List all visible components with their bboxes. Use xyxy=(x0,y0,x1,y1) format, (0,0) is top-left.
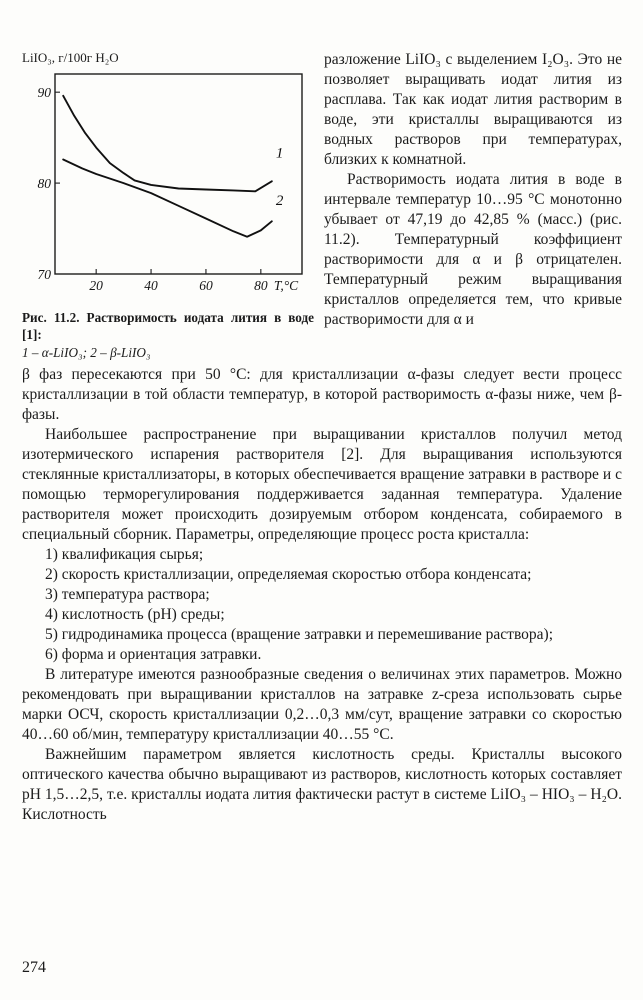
svg-text:40: 40 xyxy=(144,278,158,293)
main-text-block xyxy=(22,365,622,825)
list-item-1: 1) квалификация сырья; xyxy=(45,546,204,563)
svg-text:T,°C: T,°C xyxy=(273,278,299,293)
figure-caption xyxy=(22,309,314,361)
figure-caption-legend: 1 – α-LiIO₃; 2 – β-LiIO₃ xyxy=(22,345,151,360)
figure-11-2 xyxy=(22,50,314,361)
figure-caption-title: Рис. 11.2. Растворимость иодата лития в воде [1]: xyxy=(22,310,314,342)
right-text-column xyxy=(324,50,622,361)
svg-text:80: 80 xyxy=(254,278,268,293)
paragraph-literature: В литературе имеются разнообразные сведения о величинах этих параметров. Можно рекомендовать при выращивании кристаллов на затравке z-среза использовать сырье марки ОСЧ, скорость кристаллизации 0,2…0,3 мм/сут, вращение затравки со скоростью 40…60 об/мин, температуру кристаллизации 40…55 °С. xyxy=(22,666,622,743)
svg-text:80: 80 xyxy=(37,176,51,192)
svg-text:60: 60 xyxy=(199,278,213,293)
chart-y-axis-title: LiIO₃, г/100г H₂O xyxy=(22,50,119,65)
paragraph-beta-phase: β фаз пересекаются при 50 °С: для кристаллизации α-фазы следует вести процесс кристаллизации в той области температур, в которой растворимость α-фазы ниже, чем β-фазы. xyxy=(22,366,622,423)
svg-text:90: 90 xyxy=(37,85,51,101)
svg-text:2: 2 xyxy=(275,192,284,209)
paragraph-decomposition: разложение LiIO₃ с выделением I₂O₃. Это не позволяет выращивать иодат лития из расплава. Так как иодат лития растворим в воде, эти кристаллы выращиваются из водных растворов при температурах, близких к комнатной. xyxy=(324,51,622,168)
list-item-4: 4) кислотность (pH) среды; xyxy=(45,606,225,623)
list-item-3: 3) температура раствора; xyxy=(45,586,210,603)
solubility-line-chart xyxy=(22,68,312,300)
list-item-2: 2) скорость кристаллизации, определяемая скоростью отбора конденсата; xyxy=(45,566,532,583)
paragraph-solubility: Растворимость иодата лития в воде в интервале температур 10…95 °С монотонно убывает от 47,19 до 42,85 % (масс.) (рис. 11.2). Температурный коэффициент растворимости для α и β отрицателен. Температурный режим выращивания кристаллов определяется тем, что кривые растворимости для α и xyxy=(324,171,622,328)
paragraph-acidity: Важнейшим параметром является кислотность среды. Кристаллы высокого оптического качества обычно выращивают из растворов, кислотность которых составляет pH 1,5…2,5, т.е. кристаллы иодата лития фактически растут в системе LiIO₃ – HIO₃ – H₂O. Кислотность xyxy=(22,746,622,823)
page-number: 274 xyxy=(22,959,46,976)
paragraph-method: Наибольшее распространение при выращивании кристаллов получил метод изотермического испарения растворителя [2]. Для выращивания используются стеклянные кристаллизаторы, в которых обеспечивается вращение затравки в растворе и с помощью терморегулирования поддерживается заданная температура. Удаление растворителя может происходить дозируемым отбором конденсата, собираемого в специальный сборник. Параметры, определяющие процесс роста кристалла: xyxy=(22,426,622,543)
list-item-6: 6) форма и ориентация затравки. xyxy=(45,646,262,663)
list-item-5: 5) гидродинамика процесса (вращение затравки и перемешивание раствора); xyxy=(45,626,554,643)
svg-text:1: 1 xyxy=(275,145,284,162)
figure-and-text-row xyxy=(22,50,622,361)
svg-text:70: 70 xyxy=(37,267,51,282)
svg-text:20: 20 xyxy=(89,278,103,293)
